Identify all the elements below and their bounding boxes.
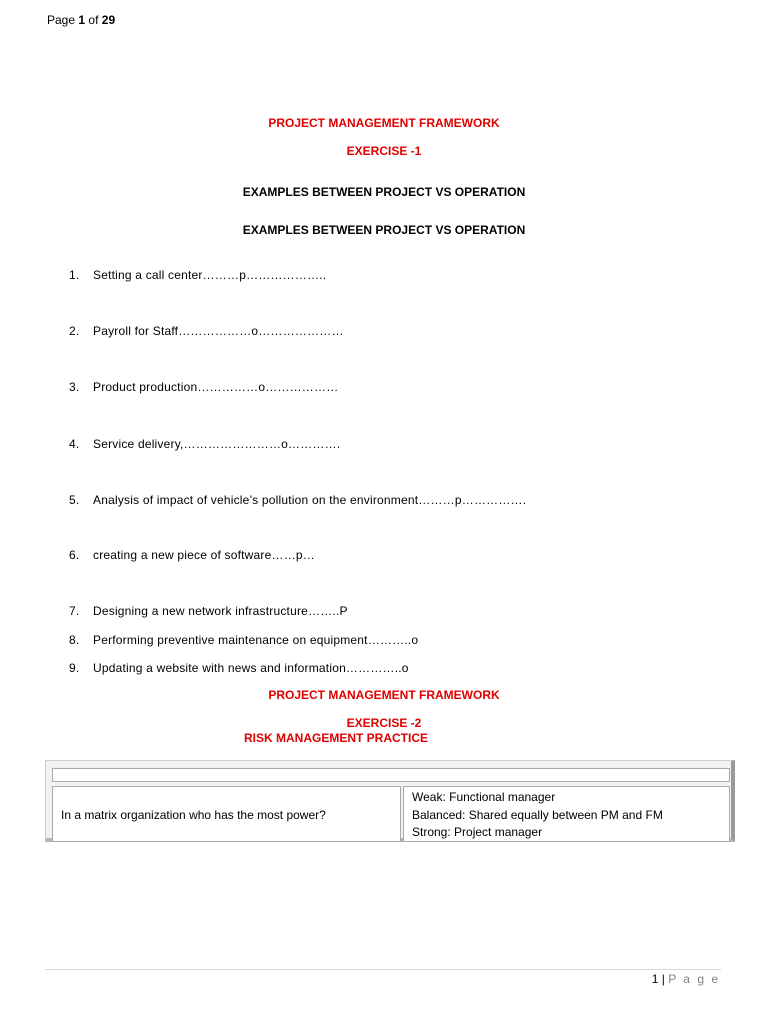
list-item (69, 268, 326, 282)
list-item-number: 5. (69, 493, 80, 507)
exercise-2-heading: EXERCISE -2 (346, 716, 422, 730)
list-item (69, 633, 418, 647)
list-item-text: creating a new piece of software……p… (93, 548, 315, 562)
total-pages: 29 (101, 13, 116, 27)
page-footer (652, 972, 720, 986)
list-item-number: 4. (69, 437, 80, 451)
list-item (69, 380, 338, 394)
list-item-number: 2. (69, 324, 80, 338)
examples-subtitle-2: EXAMPLES BETWEEN PROJECT VS OPERATION (242, 223, 526, 237)
footer-page-number: 1 (651, 972, 659, 986)
list-item-number: 7. (69, 604, 80, 618)
footer-divider (45, 969, 721, 970)
list-item (69, 548, 315, 562)
table-empty-row (52, 768, 730, 782)
list-item (69, 493, 526, 507)
list-item (69, 604, 348, 618)
current-page-number: 1 (78, 13, 86, 27)
of-label: of (88, 13, 99, 27)
framework-title-2: PROJECT MANAGEMENT FRAMEWORK (268, 688, 500, 702)
list-item-number: 8. (69, 633, 80, 647)
list-item-text: Setting a call center………p……………….. (93, 268, 327, 282)
footer-page-word: P a g e (668, 972, 720, 986)
list-item-text: Analysis of impact of vehicle’s pollution on the environment………p……………. (93, 493, 527, 507)
list-item (69, 437, 340, 451)
risk-management-heading: RISK MANAGEMENT PRACTICE (243, 731, 428, 745)
list-item-text: Updating a website with news and information…………..o (93, 661, 409, 675)
list-item-number: 6. (69, 548, 80, 562)
question-table (45, 760, 735, 842)
list-item-number: 9. (69, 661, 80, 675)
list-item (69, 324, 344, 338)
list-item-number: 3. (69, 380, 80, 394)
footer-separator: | (661, 972, 665, 986)
question-text: In a matrix organization who has the most power? (61, 808, 326, 822)
list-item-text: Designing a new network infrastructure……..P (93, 604, 348, 618)
list-item-text: Performing preventive maintenance on equipment………..o (93, 633, 419, 647)
exercise-1-heading: EXERCISE -1 (346, 144, 422, 158)
answer-cell (403, 786, 730, 842)
answer-strong: Strong: Project manager (412, 825, 543, 839)
answer-weak: Weak: Functional manager (412, 790, 556, 804)
examples-subtitle-1: EXAMPLES BETWEEN PROJECT VS OPERATION (242, 185, 526, 199)
answer-balanced: Balanced: Shared equally between PM and FM (412, 808, 663, 822)
page-counter (47, 13, 115, 27)
list-item-number: 1. (69, 268, 80, 282)
question-cell (52, 786, 401, 842)
page-label: Page (47, 13, 76, 27)
list-item-text: Service delivery,……………………o…………. (93, 437, 341, 451)
list-item-text: Payroll for Staff………………o………………… (93, 324, 344, 338)
framework-title-1: PROJECT MANAGEMENT FRAMEWORK (268, 116, 500, 130)
list-item-text: Product production……………o……………… (93, 380, 339, 394)
list-item (69, 661, 409, 675)
